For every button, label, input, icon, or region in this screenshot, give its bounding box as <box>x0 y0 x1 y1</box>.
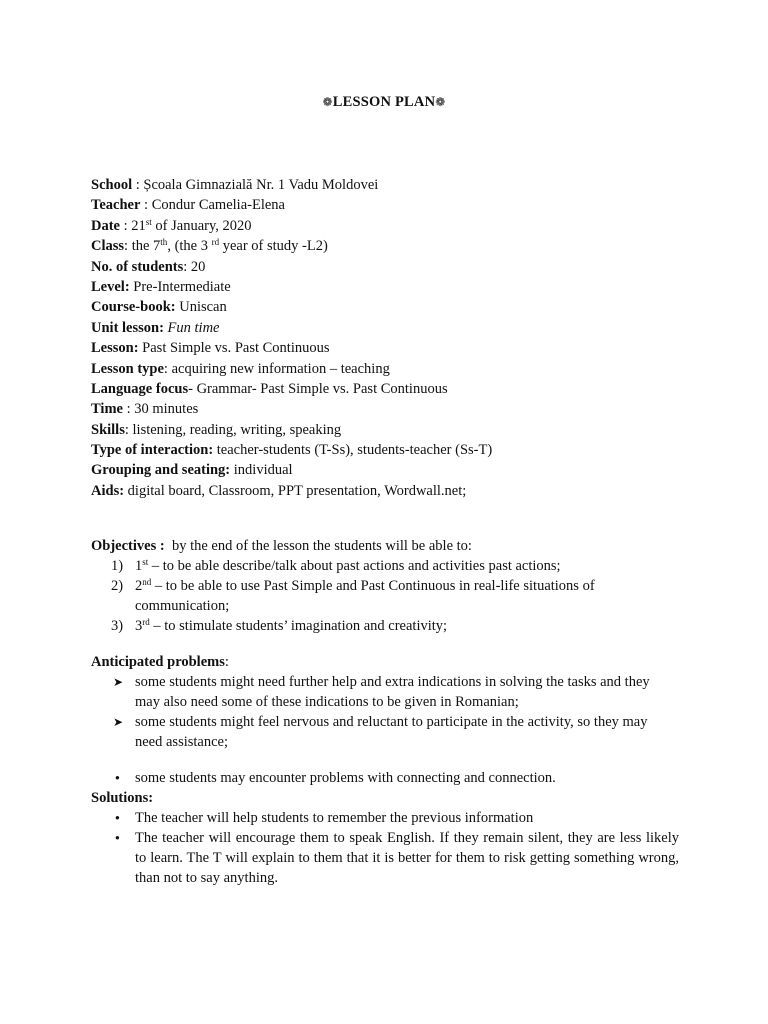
problem-text: some students might need further help and extra indications in solving the tasks and they <box>135 674 650 690</box>
info-value: of January, 2020 <box>151 217 252 234</box>
info-label: Aids: <box>91 482 125 499</box>
info-label: Language focus <box>91 380 189 397</box>
problem-text: need assistance; <box>135 734 229 750</box>
info-value: 30 minutes <box>134 401 199 418</box>
info-value: teacher-students (T-Ss), students-teacher (Ss-T) <box>216 442 493 459</box>
objective-text-cont: communication; <box>135 598 230 614</box>
info-label: Skills <box>91 421 125 438</box>
ordinal: 2 <box>135 578 143 594</box>
info-value: 21 <box>131 217 146 234</box>
info-lesson-type <box>91 359 691 379</box>
problem-text: may also need some of these indications to be given in Romanian; <box>135 694 519 710</box>
info-label: Level: <box>91 278 130 295</box>
objectives-section <box>91 536 691 636</box>
info-sep: : <box>140 197 152 214</box>
problems-section <box>91 652 691 788</box>
bullet-icon: ● <box>115 813 120 822</box>
info-label: Lesson type <box>91 360 164 377</box>
list-item <box>91 672 691 712</box>
info-interaction <box>91 440 691 460</box>
info-school <box>91 175 691 195</box>
info-unit <box>91 318 691 338</box>
info-sep: : <box>124 421 133 438</box>
ornament-left-icon: ❁ <box>322 95 333 109</box>
objectives-heading <box>91 536 691 556</box>
info-sep: : <box>132 177 144 193</box>
objectives-label: Objectives : <box>91 538 165 554</box>
ordinal-sup: st <box>142 557 149 567</box>
info-label: Teacher <box>91 197 141 214</box>
info-label: Lesson: <box>91 340 139 357</box>
info-label: Course-book: <box>91 299 176 316</box>
ornament-right-icon: ❁ <box>435 95 446 109</box>
info-label: Type of interaction: <box>91 442 214 459</box>
info-label: School <box>91 177 133 193</box>
info-label: Time <box>91 401 123 418</box>
info-value: the 7 <box>131 238 161 255</box>
arrow-bullet-icon: ➤ <box>113 675 124 689</box>
info-students <box>91 257 691 277</box>
objective-text: – to stimulate students’ imagination and creativity; <box>149 618 448 634</box>
objective-text: – to be able describe/talk about past actions and activities past actions; <box>148 558 561 574</box>
info-sep: : <box>124 238 132 255</box>
list-item <box>91 808 691 828</box>
info-sep: : <box>183 258 191 275</box>
ordinal-sup: rd <box>142 617 150 627</box>
info-value: Școala Gimnazială Nr. 1 Vadu Moldovei <box>143 177 379 193</box>
problems-label: Anticipated problems <box>91 654 225 670</box>
info-teacher <box>91 195 691 215</box>
solutions-heading <box>91 788 691 808</box>
info-value: , (the 3 <box>167 238 212 255</box>
objective-text: – to be able to use Past Simple and Past Continuous in real-life situations of <box>151 578 595 594</box>
title-text: LESSON PLAN <box>332 94 436 110</box>
problem-text: some students might feel nervous and reluctant to participate in the activity, so they may <box>135 714 648 730</box>
info-sep: : <box>122 401 135 418</box>
info-value: digital board, Classroom, PPT presentation, Wordwall.net; <box>127 482 467 499</box>
info-grouping <box>91 460 691 480</box>
ordinal: 3 <box>135 618 143 634</box>
problem-text: some students may encounter problems with connecting and connection. <box>135 770 556 786</box>
list-item <box>91 556 691 576</box>
info-lesson <box>91 338 691 358</box>
list-item <box>91 712 691 752</box>
list-number: 1) <box>111 558 124 574</box>
info-value: Past Simple vs. Past Continuous <box>142 340 330 357</box>
info-sep: : <box>120 217 132 234</box>
list-item <box>91 768 691 788</box>
bullet-icon: ● <box>115 833 120 842</box>
info-sep: - <box>188 380 197 397</box>
info-value: Uniscan <box>179 299 227 316</box>
info-label: Grouping and seating: <box>91 462 231 479</box>
info-sup: st <box>145 216 152 227</box>
info-sup: th <box>160 237 168 248</box>
list-number: 2) <box>111 578 124 594</box>
info-value: acquiring new information – teaching <box>171 360 390 377</box>
solutions-section <box>91 788 691 888</box>
info-date <box>91 216 691 236</box>
info-value: Condur Camelia-Elena <box>151 197 285 214</box>
info-sep: : <box>163 360 172 377</box>
solution-text: The teacher will help students to remember the previous information <box>135 810 534 826</box>
list-number: 3) <box>111 618 124 634</box>
solutions-list <box>91 808 691 888</box>
list-item <box>91 828 691 888</box>
info-value: Pre-Intermediate <box>133 278 231 295</box>
objectives-list <box>91 556 691 636</box>
list-item <box>91 616 691 636</box>
list-item <box>91 576 691 616</box>
ordinal: 1 <box>135 558 143 574</box>
problems-bullet-list <box>91 768 691 788</box>
info-value: listening, reading, writing, speaking <box>132 421 342 438</box>
info-coursebook <box>91 297 691 317</box>
bullet-icon: ● <box>115 773 120 782</box>
info-class <box>91 236 691 256</box>
info-label: Unit lesson: <box>91 319 164 336</box>
page-title <box>0 94 768 111</box>
info-value: individual <box>233 462 293 479</box>
info-language-focus <box>91 379 691 399</box>
problems-heading <box>91 652 691 672</box>
info-time <box>91 399 691 419</box>
info-sup: rd <box>211 237 220 248</box>
info-label: No. of students <box>91 258 184 275</box>
info-label: Class <box>91 238 125 255</box>
problems-list <box>91 672 691 752</box>
info-label: Date <box>91 217 120 234</box>
problems-colon: : <box>224 654 229 670</box>
info-aids <box>91 481 691 501</box>
info-level <box>91 277 691 297</box>
arrow-bullet-icon: ➤ <box>113 715 124 729</box>
lesson-info <box>91 175 691 501</box>
info-value: Grammar- Past Simple vs. Past Continuous <box>196 380 448 397</box>
solutions-label: Solutions: <box>91 790 154 806</box>
info-value: Fun time <box>167 319 220 336</box>
info-skills <box>91 420 691 440</box>
solution-text: The teacher will encourage them to speak English. If they remain silent, they are less likely to learn. The T will explain to them that it is better for them to risk getting something wrong, than not to say anything. <box>135 830 679 886</box>
objectives-intro: by the end of the lesson the students will be able to: <box>171 538 472 554</box>
ordinal-sup: nd <box>142 577 152 587</box>
info-value: 20 <box>190 258 206 275</box>
info-value: year of study -L2) <box>219 238 328 255</box>
